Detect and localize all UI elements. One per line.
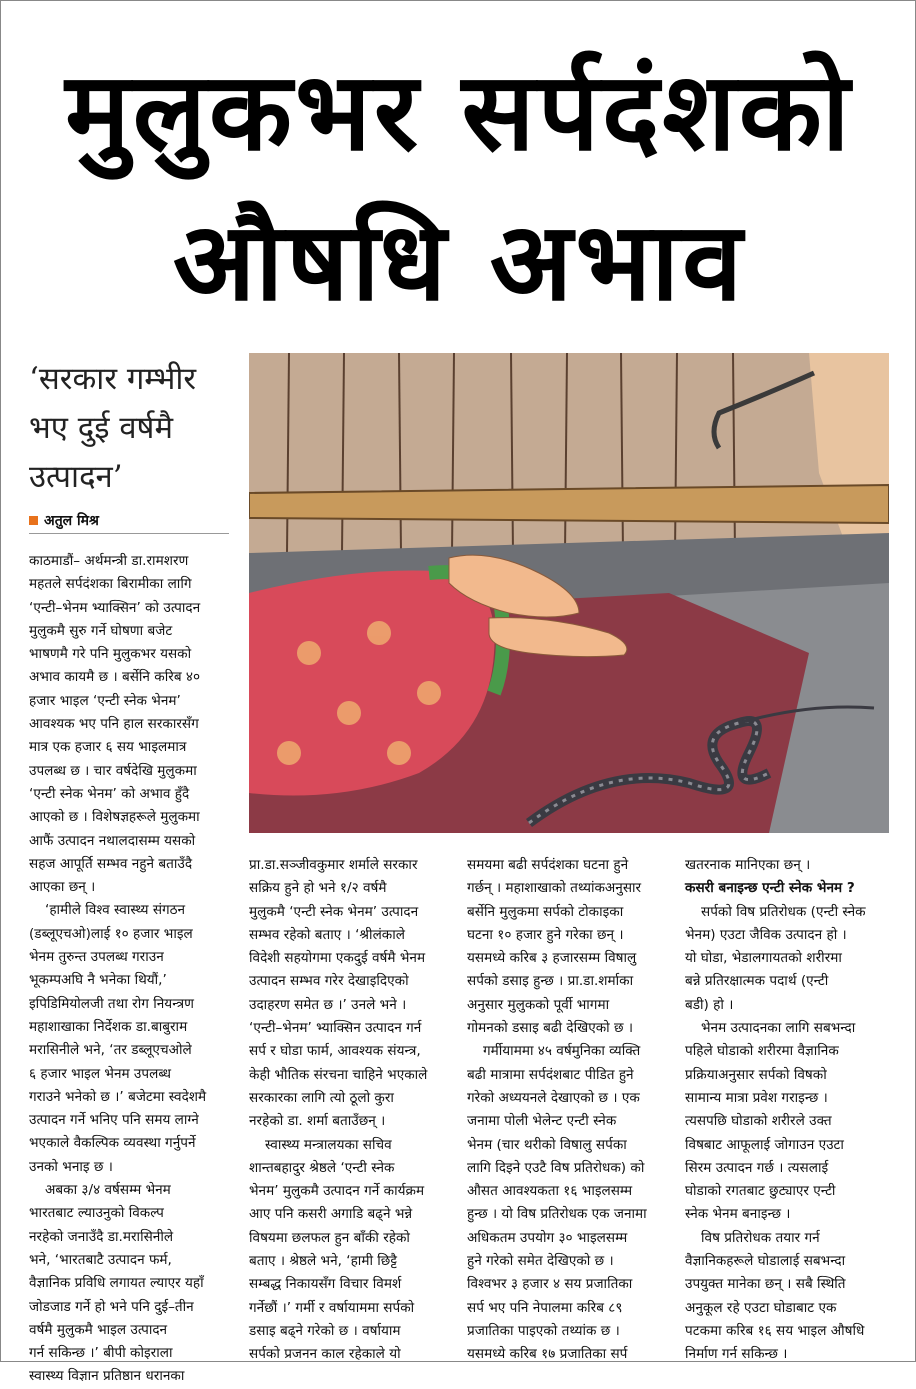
byline-divider — [29, 533, 229, 534]
c3-line: बर्सेनि मुलुकमा सर्पको टोकाइका — [467, 903, 624, 920]
subheadline-line-3: उत्पादन’ — [29, 459, 123, 495]
c4-line: प्रक्रियाअनुसार सर्पको विषको — [685, 1066, 827, 1083]
c2-line: सर्प र घोडा फार्म, आवश्यक संयन्त्र, — [249, 1043, 421, 1060]
c1-line: भाषणमै गरे पनि मुलुकभर यसको — [29, 646, 192, 663]
c4-line: भेनम उत्पादनका लागि सबभन्दा — [701, 1020, 856, 1037]
c1-line: गर्न सकिन्छ ।’ बीपी कोइराला — [29, 1345, 173, 1362]
c1-line: अभाव कायमै छ । बर्सेनि करिब ४० — [29, 669, 201, 686]
c4-line: बडी) हो । — [685, 996, 734, 1013]
article-column-4 — [685, 854, 890, 1367]
c2-line: भेनम’ मुलुकमै उत्पादन गर्ने कार्यक्रम — [249, 1183, 425, 1200]
c1-line: अबका ३/४ वर्षसम्म भेनम — [45, 1182, 171, 1199]
c1-line: (डब्लूएचओ)लाई १० हजार भाइल — [29, 925, 193, 942]
c2-line: सम्भव रहेको बताए । ‘श्रीलंकाले — [249, 926, 405, 943]
subheadline-line-2: भए दुई वर्षमै — [29, 410, 174, 446]
c3-line: यसमध्ये करिब १७ प्रजातिका सर्प — [467, 1346, 628, 1363]
c1-line: भारतबाट ल्याउनुको विकल्प — [29, 1205, 164, 1222]
c1-line: आएका छन् । — [29, 879, 96, 896]
c2-line: सरकारका लागि त्यो ठूलो कुरा — [249, 1089, 394, 1106]
article-column-2 — [249, 854, 454, 1367]
c2-line: शान्तबहादुर श्रेष्ठले ‘एन्टी स्नेक — [249, 1159, 395, 1176]
c2-line: विषयमा छलफल हुन बाँकी रहेको — [249, 1229, 410, 1246]
c3-line: गरेको अध्ययनले देखाएको छ । एक — [467, 1089, 640, 1106]
c3-line: हुने गरेको समेत देखिएको छ । — [467, 1253, 614, 1270]
c1-line: भूकम्पअघि नै भनेका थियौं,’ — [29, 972, 167, 989]
c1-line: उनको भनाइ छ । — [29, 1158, 113, 1175]
c2-line: विदेशी सहयोगमा एकदुई वर्षमै भेनम — [249, 950, 426, 967]
c3-line: समयमा बढी सर्पदंशका घटना हुने — [467, 857, 629, 873]
c1-line: ‘एन्टी–भेनम भ्याक्सिन’ को उत्पादन — [29, 599, 201, 616]
c4-line: सिरम उत्पादन गर्छ । त्यसलाई — [685, 1159, 829, 1176]
c1-line: वर्षमै मुलुकमै भाइल उत्पादन — [29, 1321, 168, 1338]
c3-line: भेनम (चार थरीको विषालु सर्पका — [467, 1136, 627, 1153]
c1-line: उत्पादन गर्ने भनिए पनि समय लाग्ने — [29, 1112, 199, 1129]
c4-line: स्नेक भेनम बनाइन्छ । — [685, 1206, 791, 1223]
snakebite-illustration — [249, 353, 889, 833]
c2-line: नरहेको डा. शर्मा बताउँछन् । — [249, 1113, 386, 1130]
c4-line: सर्पको विष प्रतिरोधक (एन्टी स्नेक — [701, 903, 866, 920]
headline-line-1: मुलुकभर सर्पदंशको — [65, 50, 853, 175]
c4-line: उपयुक्त मानेका छन् । सबै स्थिति — [685, 1276, 846, 1293]
c2-line: सक्रिय हुने हो भने १/२ वर्षमै — [249, 880, 387, 897]
c4-line: खतरनाक मानिएका छन् । — [685, 857, 811, 873]
c1-line: महतले सर्पदंशका बिरामीका लागि — [29, 576, 192, 593]
c2-line: गर्नेछौं ।’ गर्मी र वर्षायाममा सर्पको — [249, 1299, 415, 1316]
c1-line: आफैं उत्पादन नथालदासम्म यसको — [29, 832, 196, 849]
c2-line: सम्बद्ध निकायसँग विचार विमर्श — [249, 1276, 402, 1293]
c2-line: सर्पको प्रजनन काल रहेकाले यो — [249, 1346, 401, 1363]
c3-line: अधिकतम उपयोग ३० भाइलसम्म — [467, 1229, 628, 1246]
c1-line: भेनम तुरुन्त उपलब्ध गराउन — [29, 949, 164, 966]
c3-line: प्रजातिका पाइएको तथ्यांक छ । — [467, 1322, 620, 1339]
subheadline — [29, 355, 229, 502]
c4-line: निर्माण गर्न सकिन्छ । — [685, 1346, 788, 1363]
c1-line: भएकाले वैकल्पिक व्यवस्था गर्नुपर्ने — [29, 1135, 196, 1152]
c2-line: मुलुकमै ‘एन्टी स्नेक भेनम’ उत्पादन — [249, 903, 419, 920]
c3-line: औसत आवश्यकता १६ भाइलसम्म — [467, 1183, 633, 1200]
headline-line-2: औषधि अभाव — [172, 200, 746, 325]
c1-line: मात्र एक हजार ६ सय भाइलमात्र — [29, 739, 187, 756]
c4-subheading: कसरी बनाइन्छ एन्टी स्नेक भेनम ? — [685, 880, 855, 897]
c4-line: त्यसपछि घोडाको शरीरले उक्त — [685, 1113, 832, 1130]
byline — [29, 511, 99, 530]
c1-line: ६ हजार भाइल भेनम उपलब्ध — [29, 1065, 171, 1082]
byline-square-icon — [29, 516, 38, 525]
c4-line: पटकमा करिब १६ सय भाइल औषधि — [685, 1322, 865, 1339]
c3-line: घटना १० हजार हुने गरेका छन् । — [467, 926, 624, 943]
c4-line: विषबाट आफूलाई जोगाउन एउटा — [685, 1136, 844, 1153]
c4-line: वैज्ञानिकहरूले घोडालाई सबभन्दा — [685, 1253, 846, 1270]
c3-line: बढी मात्रामा सर्पदंशबाट पीडित हुने — [467, 1066, 634, 1083]
c1-line: मरासिनीले भने, ‘तर डब्लूएचओले — [29, 1042, 192, 1059]
c3-line: यसमध्ये करिब ३ हजारसम्म विषालु — [467, 950, 637, 967]
c4-line: यो घोडा, भेडालगायतको शरीरमा — [685, 950, 842, 967]
c3-line: सर्प भए पनि नेपालमा करिब ८९ — [467, 1299, 623, 1316]
c2-line: स्वास्थ्य मन्त्रालयका सचिव — [265, 1136, 392, 1153]
c3-line: गर्मीयाममा ४५ वर्षमुनिका व्यक्ति — [483, 1043, 641, 1060]
c3-line: हुन्छ । यो विष प्रतिरोधक एक जनामा — [467, 1206, 647, 1223]
c4-line: घोडाको रगतबाट छुट्याएर एन्टी — [685, 1183, 836, 1200]
c1-line: इपिडिमियोलजी तथा रोग नियन्त्रण — [29, 995, 194, 1012]
c3-line: जनामा पोली भेलेन्ट एन्टी स्नेक — [467, 1113, 617, 1130]
c2-line: प्रा.डा.सञ्जीवकुमार शर्माले सरकार — [249, 857, 418, 873]
c1-line: सहज आपूर्ति सम्भव नहुने बताउँदै — [29, 855, 193, 872]
c1-line: हजार भाइल ‘एन्टी स्नेक भेनम’ — [29, 692, 181, 709]
c1-line: भने, ‘भारतबाटै उत्पादन फर्म, — [29, 1251, 172, 1268]
c1-line: काठमाडौं– अर्थमन्त्री डा.रामशरण — [29, 553, 189, 569]
c2-line: ‘एन्टी–भेनम’ भ्याक्सिन उत्पादन गर्न — [249, 1020, 422, 1037]
c2-line: केही भौतिक संरचना चाहिने भएकाले — [249, 1066, 428, 1083]
illustration-svg — [249, 353, 889, 833]
byline-author: अतुल मिश्र — [44, 513, 99, 529]
c3-line: गोमनको डसाइ बढी देखिएको छ । — [467, 1020, 634, 1037]
c1-line: गराउने भनेको छ ।’ बजेटमा स्वदेशमै — [29, 1088, 207, 1105]
c1-line: जोडजाड गर्ने हो भने पनि दुई–तीन — [29, 1298, 194, 1315]
c3-line: गर्छन् । महाशाखाको तथ्यांकअनुसार — [467, 880, 642, 897]
c1-line: आवश्यक भए पनि हाल सरकारसँग — [29, 716, 199, 733]
c1-line: वैज्ञानिक प्रविधि लगायत ल्याएर यहाँ — [29, 1275, 204, 1292]
c1-line: मुलुकमै सुरु गर्ने घोषणा बजेट — [29, 622, 173, 639]
c4-line: बन्ने प्रतिरक्षात्मक पदार्थ (एन्टी — [685, 973, 829, 990]
c2-line: डसाइ बढ्ने गरेको छ । वर्षायाम — [249, 1322, 401, 1339]
c3-line: लागि दिइने एउटै विष प्रतिरोधक) को — [467, 1159, 645, 1176]
c1-line: महाशाखाका निर्देशक डा.बाबुराम — [29, 1018, 188, 1035]
c1-line: आएको छ । विशेषज्ञहरूले मुलुकमा — [29, 809, 200, 826]
c4-line: अनुकूल रहे एउटा घोडाबाट एक — [685, 1299, 837, 1316]
c1-line: नरहेको जनाउँदै डा.मरासिनीले — [29, 1228, 174, 1245]
c4-line: पहिले घोडाको शरीरमा वैज्ञानिक — [685, 1043, 839, 1060]
c2-line: आए पनि कसरी अगाडि बढ्ने भन्ने — [249, 1206, 413, 1223]
c2-line: बताए । श्रेष्ठले भने, ‘हामी छिट्टै — [249, 1253, 397, 1270]
article-column-1 — [29, 550, 234, 1389]
c3-line: सर्पको डसाइ हुन्छ । प्रा.डा.शर्माका — [467, 973, 634, 990]
c4-line: विष प्रतिरोधक तयार गर्न — [701, 1229, 820, 1246]
c1-line: ‘एन्टी स्नेक भेनम’ को अभाव हुँदै — [29, 785, 190, 802]
c1-line: उपलब्ध छ । चार वर्षदेखि मुलुकमा — [29, 762, 197, 779]
c4-line: भेनम) एउटा जैविक उत्पादन हो । — [685, 926, 847, 943]
subheadline-line-1: ‘सरकार गम्भीर — [29, 361, 197, 397]
c4-line: सामान्य मात्रा प्रवेश गराइन्छ । — [685, 1089, 828, 1106]
c2-line: उत्पादन सम्भव गरेर देखाइदिएको — [249, 973, 409, 990]
article-column-3 — [467, 854, 672, 1367]
c3-line: विश्वभर ३ हजार ४ सय प्रजातिका — [467, 1276, 633, 1293]
c1-line: स्वास्थ्य विज्ञान प्रतिष्ठान धरानका — [29, 1368, 185, 1385]
c2-line: उदाहरण समेत छ ।’ उनले भने । — [249, 996, 407, 1013]
c1-line: ‘हामीले विश्व स्वास्थ्य संगठन — [45, 902, 186, 919]
c3-line: अनुसार मुलुकको पूर्वी भागमा — [467, 996, 610, 1013]
